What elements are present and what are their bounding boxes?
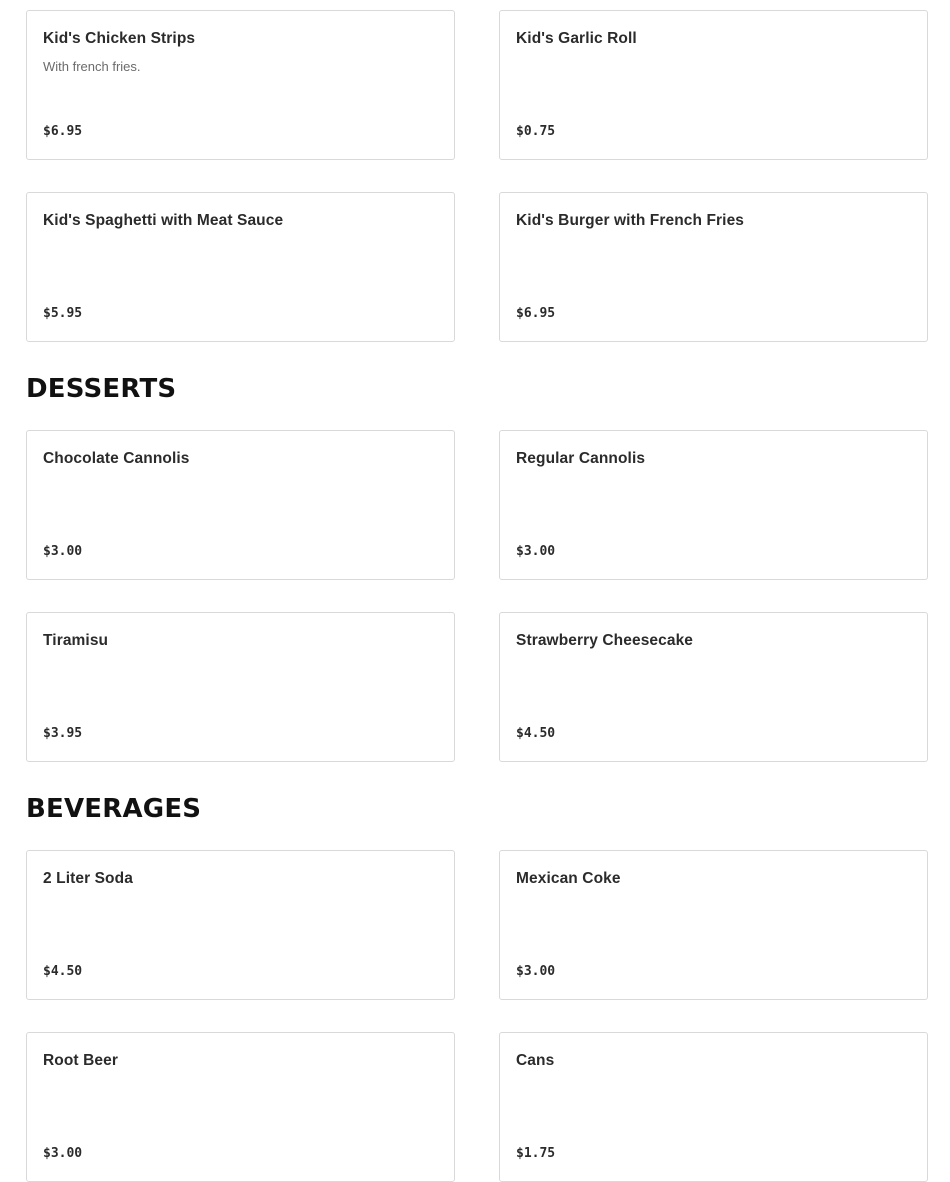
menu-item-card[interactable] xyxy=(26,850,455,1000)
menu-item-card[interactable] xyxy=(26,430,455,580)
menu-item-description: With french fries. xyxy=(43,59,141,74)
menu-item-name: Kid's Spaghetti with Meat Sauce xyxy=(43,212,284,229)
menu-item-price: $3.00 xyxy=(43,544,83,559)
section-title-desserts: DESSERTS xyxy=(26,374,177,404)
section-title-beverages: BEVERAGES xyxy=(26,794,202,824)
menu-item-card[interactable] xyxy=(26,612,455,762)
menu-item-name: Kid's Garlic Roll xyxy=(516,30,637,47)
menu-item-card[interactable] xyxy=(499,1032,928,1182)
menu-item-name: Kid's Chicken Strips xyxy=(43,30,196,47)
menu-item-name: Chocolate Cannolis xyxy=(43,450,190,467)
menu-item-name: 2 Liter Soda xyxy=(43,870,133,887)
menu-item-card[interactable] xyxy=(26,192,455,342)
menu-item-card[interactable] xyxy=(499,612,928,762)
menu-item-price: $6.95 xyxy=(43,124,83,139)
menu-item-price: $3.00 xyxy=(43,1146,83,1161)
menu-item-name: Root Beer xyxy=(43,1052,118,1069)
menu-item-price: $0.75 xyxy=(516,124,556,139)
menu-item-price: $1.75 xyxy=(516,1146,556,1161)
menu-item-price: $3.00 xyxy=(516,964,556,979)
menu-item-card[interactable] xyxy=(499,10,928,160)
menu-item-price: $4.50 xyxy=(43,964,83,979)
menu-item-card[interactable] xyxy=(499,850,928,1000)
menu-item-name: Cans xyxy=(516,1052,555,1069)
menu-item-price: $6.95 xyxy=(516,306,556,321)
menu-item-price: $4.50 xyxy=(516,726,556,741)
menu-item-name: Strawberry Cheesecake xyxy=(516,632,694,649)
menu-item-card[interactable] xyxy=(499,430,928,580)
menu-item-name: Regular Cannolis xyxy=(516,450,646,467)
menu-item-name: Tiramisu xyxy=(43,632,109,649)
menu-item-price: $5.95 xyxy=(43,306,83,321)
menu-item-card[interactable] xyxy=(26,10,455,160)
menu-item-card[interactable] xyxy=(26,1032,455,1182)
menu-item-card[interactable] xyxy=(499,192,928,342)
menu-item-name: Kid's Burger with French Fries xyxy=(516,212,745,229)
menu-item-price: $3.95 xyxy=(43,726,83,741)
menu-item-name: Mexican Coke xyxy=(516,870,621,887)
menu-item-price: $3.00 xyxy=(516,544,556,559)
